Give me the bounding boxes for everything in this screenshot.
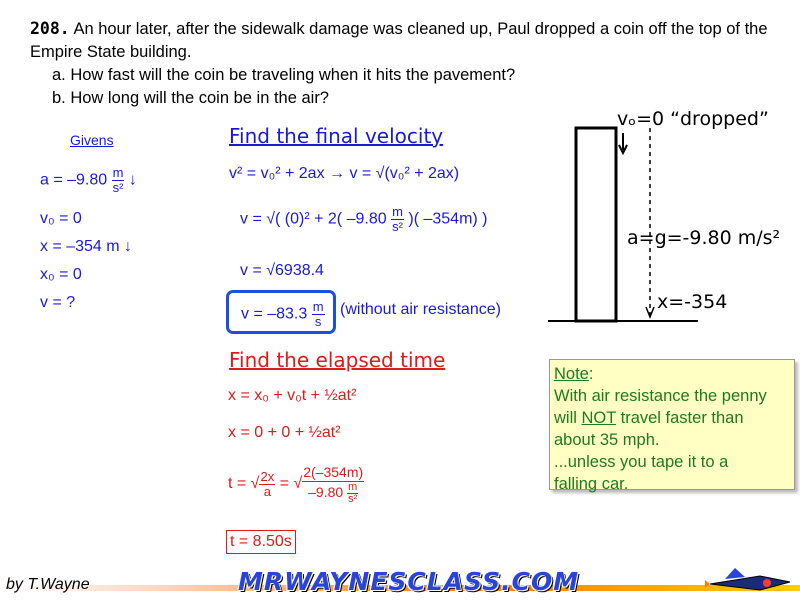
eq2-unit bbox=[391, 205, 404, 234]
velocity-result-unit bbox=[312, 300, 325, 329]
frac-num: 2(–354m) bbox=[303, 464, 364, 480]
given-x0: x₀ = 0 bbox=[40, 266, 82, 283]
unit-den: s² bbox=[392, 219, 403, 234]
time-heading: Find the elapsed time bbox=[229, 348, 446, 372]
given-a-unit bbox=[112, 166, 125, 195]
note-title: Note bbox=[554, 365, 589, 383]
unit-num: m bbox=[112, 165, 124, 180]
given-a-value: a = –9.80 bbox=[40, 171, 108, 189]
down-arrow-icon: ↓ bbox=[128, 171, 137, 189]
part-b: b. How long will the coin be in the air? bbox=[52, 89, 329, 107]
frac-den-unit bbox=[347, 482, 358, 505]
label-acceleration: a=g=-9.80 m/s² bbox=[627, 227, 781, 249]
equals-sign: = bbox=[279, 475, 289, 493]
note-colon: : bbox=[588, 365, 594, 383]
building-rect bbox=[576, 128, 616, 321]
frac-den-value: –9.80 bbox=[308, 484, 344, 501]
frac-num: 2x bbox=[260, 468, 275, 484]
unit-num: m bbox=[312, 299, 324, 314]
velocity-eq-3: v = √6938.4 bbox=[240, 262, 324, 279]
eq2-part-a: v = √( (0)² + 2( –9.80 bbox=[240, 210, 387, 228]
unit-num: m bbox=[348, 481, 358, 493]
part-a: a. How fast will the coin be traveling when it hits the pavement? bbox=[52, 66, 516, 84]
note-title-line bbox=[554, 363, 794, 385]
rocket-logo-icon bbox=[705, 566, 795, 598]
givens-heading: Givens bbox=[70, 132, 114, 148]
footer-brand-logo[interactable]: MRWAYNESCLASS.COM bbox=[238, 567, 580, 596]
given-x: x = –354 m ↓ bbox=[40, 238, 133, 255]
eq2-part-b: )( –354m) ) bbox=[408, 210, 488, 228]
time-eq-3: t = √ $\frac{2x}{a}$ = √ 2(–354m) –9.80 $\frac{m}{\text{s²}}$ bbox=[228, 464, 364, 505]
t-equals: t = bbox=[228, 475, 247, 493]
unit-den: s bbox=[314, 314, 322, 329]
time-frac-1 bbox=[259, 470, 275, 499]
problem-number: 208. bbox=[30, 19, 70, 38]
footer-author: by T.Wayne bbox=[6, 576, 90, 593]
note-line-4: ...unless you tape it to a bbox=[554, 453, 729, 471]
velocity-result: v = –83.3 bbox=[241, 305, 308, 323]
time-frac-2 bbox=[302, 463, 364, 505]
velocity-eq-1: v² = v₀² + 2ax → v = √(v₀² + 2ax) bbox=[229, 165, 460, 182]
label-displacement: x=-354 bbox=[657, 291, 728, 313]
problem-text: An hour later, after the sidewalk damage was cleaned up, Paul dropped a coin off the top of the Empire State building. bbox=[30, 20, 768, 61]
note-line-2 bbox=[554, 407, 794, 429]
note-box bbox=[549, 359, 795, 493]
frac-den: a bbox=[263, 483, 271, 499]
time-eq-1: x = x₀ + v₀t + ½at² bbox=[228, 387, 357, 404]
label-initial-velocity: vₒ=0 “dropped” bbox=[617, 108, 769, 130]
problem-statement bbox=[30, 17, 790, 110]
frac-den bbox=[302, 482, 364, 505]
note-line-3: about 35 mph. bbox=[554, 431, 660, 449]
note-line-5: falling car. bbox=[554, 475, 629, 493]
unit-den: s² bbox=[112, 180, 124, 195]
time-eq-2: x = 0 + 0 + ½at² bbox=[228, 424, 341, 441]
given-v0: v₀ = 0 bbox=[40, 210, 82, 227]
velocity-result-box bbox=[226, 290, 336, 334]
velocity-eq-2 bbox=[240, 205, 488, 234]
note-line-1: With air resistance the penny bbox=[554, 387, 767, 405]
note-line-2c: travel faster than bbox=[616, 409, 744, 427]
given-acceleration bbox=[40, 166, 137, 195]
given-v: v = ? bbox=[40, 294, 76, 311]
note-line-2a: will bbox=[554, 409, 582, 427]
problem-line bbox=[30, 17, 790, 64]
velocity-result-note: (without air resistance) bbox=[340, 301, 501, 318]
unit-num: m bbox=[392, 204, 403, 219]
unit-den: s² bbox=[348, 493, 358, 505]
velocity-heading: Find the final velocity bbox=[229, 124, 444, 148]
note-emphasis: NOT bbox=[581, 409, 617, 427]
time-result: t = 8.50s bbox=[226, 530, 296, 554]
